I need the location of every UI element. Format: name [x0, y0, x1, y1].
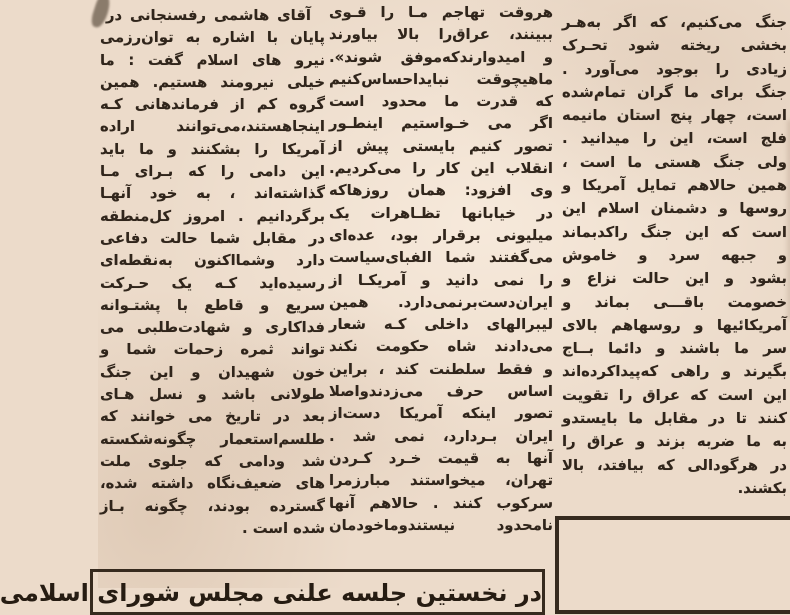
text-line: پایان با اشاره به توان‌رزمی: [100, 29, 325, 47]
text-line: اساس حرف می‌زدندواصلا: [329, 383, 553, 401]
text-line: خیلی نیرومند هستیم. همین: [100, 73, 325, 91]
boxed-headline-text: در نخستین جلسه علنی مجلس شورای اسلامی: [0, 579, 542, 607]
text-line: لیبرالهای داخلی کـه شعار: [329, 316, 553, 334]
text-line: زیادی را بوجود می‌آورد .: [562, 60, 787, 78]
text-line: و امیدوارندکه‌موفق شوند».: [329, 48, 553, 66]
text-line: نیرو های اسلام گفت : ما: [100, 51, 325, 69]
text-line: همین حالاهم تمایل آمریکا و: [562, 177, 787, 195]
text-line: طولانی باشد و نسل هـای: [100, 386, 325, 404]
text-line: بخشی ریخته شود تحـرک: [562, 37, 787, 55]
text-line: گسترده بودند، چگونه بـاز: [100, 497, 325, 515]
text-line: به ما ضربه بزند و عراق را: [562, 433, 787, 451]
text-line: وی افزود: همان روزهاکه: [329, 182, 553, 200]
text-line: این دامی را که بـرای مـا: [100, 163, 325, 181]
text-line: آقای هاشمی رفسنجانی در: [106, 7, 311, 24]
text-line: سرکوب کنند . حالاهم آنها: [329, 494, 553, 512]
article-column-right: [562, 11, 787, 500]
text-line: شده است .: [241, 519, 325, 537]
text-line: بشود و این حالت نزاع و: [562, 270, 787, 288]
text-line: بعد در تاریخ می خوانند که: [100, 408, 325, 426]
text-line: جنگ برای ما گران تمام‌شده: [562, 83, 787, 101]
adjacent-article-box: [555, 516, 790, 614]
text-line: دارد وشمااکنون به‌نقطه‌ای: [100, 252, 325, 270]
text-line: خصومت باقـــی بماند و: [562, 293, 787, 311]
text-line: سر ما باشند و دائما بــاج: [562, 340, 787, 358]
text-line: می‌گفتند شما الفبای‌سیاست: [329, 249, 553, 267]
text-line: فداکاری و شهادت‌طلبی می: [100, 319, 325, 337]
text-line: تهران، میخواستند مبارزمرا: [329, 472, 553, 490]
text-line: ماهیچوقت نبایداحساس‌کنیم: [329, 70, 553, 88]
text-line: شد ودامی که جلوی ملت: [100, 452, 325, 470]
text-line: می‌دادند شاه حکومت نکند: [329, 338, 553, 356]
text-line: و فقط سلطنت کند ، براین: [329, 360, 553, 378]
text-line: سریع و قاطع با پشتـوانه: [100, 296, 325, 314]
text-line: آنها به قیمت خـرد کـردن: [329, 449, 553, 467]
text-line: در مقابل شما حالت دفاعی: [100, 229, 325, 247]
article-column-left: [100, 5, 325, 540]
text-line: که قدرت ما محدود است: [329, 93, 553, 111]
text-line: تصور اینکه آمریکا دست‌از: [329, 405, 553, 423]
text-line: ولی جنگ هستی ما است ،: [562, 153, 787, 171]
text-line: اگر می خـواستیم اینطـور: [329, 115, 553, 133]
text-line: این است که عراق را تقویت: [562, 386, 787, 404]
text-line: انقلاب این کار را می‌کردیم.: [329, 160, 553, 178]
text-line: در هرگودالی که بیافتد، بالا: [562, 456, 787, 474]
text-line: اینجاهستند،می‌توانند اراده: [100, 118, 325, 136]
text-line: تواند ثمره زحمات شما و: [100, 341, 325, 359]
text-line: روسها و دشمنان اسلام این: [562, 200, 787, 218]
text-line: ایران‌دست‌برنمی‌دارد. همین: [329, 293, 553, 311]
article-column-middle: [329, 2, 553, 537]
text-line: جنگ می‌کنیم، که اگر به‌هـر: [562, 14, 787, 31]
text-line: آمریکائیها و روسهاهم بالای: [562, 316, 787, 334]
text-line: ببینند، عراق‌را بالا بیاورند: [329, 26, 553, 44]
text-line: هروقت تهاجم مـا را قـوی: [329, 4, 553, 21]
text-line: تصور کنیم بایستی پیش از: [329, 137, 553, 155]
text-line: خون شهیدان و این جنگ: [100, 363, 325, 381]
text-line: گروه کم از فرماندهانی کـه: [100, 96, 325, 114]
text-line: رسیده‌اید کـه یک حـرکت: [100, 274, 325, 292]
text-line: است که این جنگ راکدبماند: [562, 223, 787, 241]
text-line: آمریکا را بشکنند و ما باید: [100, 140, 325, 158]
boxed-headline-container: [0, 569, 545, 615]
text-line: بکشند.: [737, 479, 787, 497]
text-line: برگردانیم . امروز کل‌منطقه: [100, 207, 325, 225]
text-line: در خیابانها تظـاهرات یک: [329, 204, 553, 222]
text-line: را نمی دانید و آمریکـا از: [329, 271, 553, 289]
text-line: فلج است، این را میدانید .: [562, 130, 787, 148]
text-line: نامحدود نیستندوماخودمان: [329, 516, 553, 534]
text-line: ایران بـردارد، نمی شد .: [329, 427, 553, 445]
text-line: های ضعیف‌نگاه داشته شده،: [100, 475, 325, 493]
text-line: طلسم‌استعمار چگونه‌شکسته: [100, 430, 325, 448]
text-line: است، چهار پنج استان مانیمه: [562, 107, 787, 125]
text-line: کنند تا در مقابل ما بایستدو: [562, 410, 787, 428]
text-line: میلیونی برقرار بود، عده‌ای: [329, 226, 553, 244]
text-line: گذاشته‌اند ، به خود آنهـا: [100, 185, 325, 203]
text-line: و جبهه سرد و خاموش: [562, 246, 787, 264]
text-line: بگیرند و راهی که‌پیداکرده‌اند: [562, 363, 787, 381]
